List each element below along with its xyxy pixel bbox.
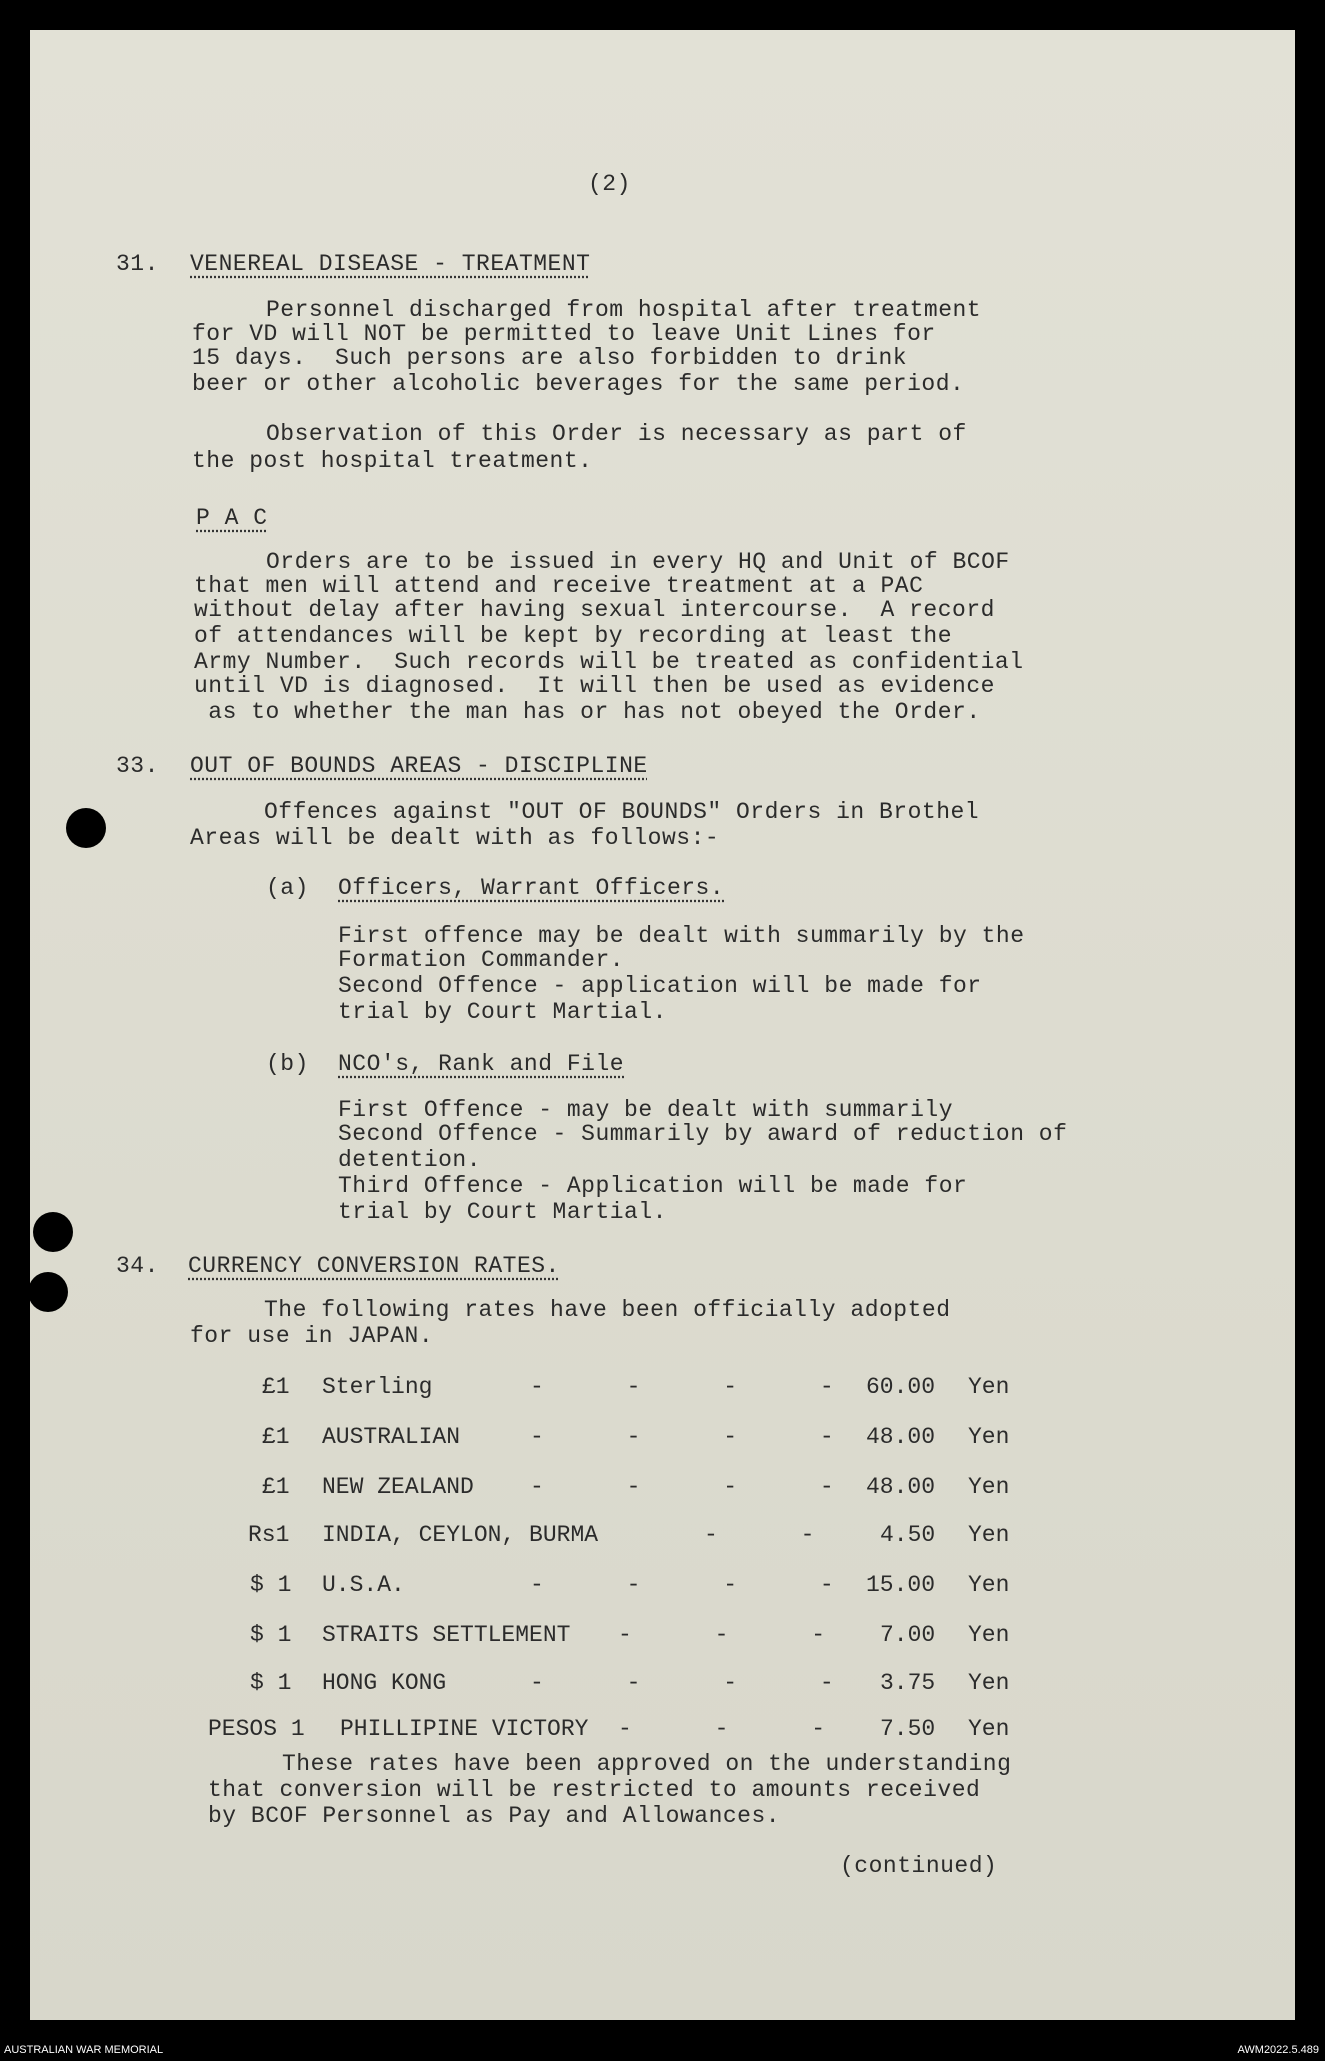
text-line: until VD is diagnosed. It will then be used as evidence xyxy=(194,673,995,699)
rate-currency: Yen xyxy=(968,1374,1010,1400)
rate-value: 60.00 xyxy=(866,1374,936,1400)
rate-currency: Yen xyxy=(968,1716,1010,1742)
text-line: 15 days. Such persons are also forbidden to drink xyxy=(192,345,908,371)
rate-unit: Rs1 xyxy=(248,1522,290,1548)
rate-currency: Yen xyxy=(968,1474,1010,1500)
text-line: Offences against "OUT OF BOUNDS" Orders in Brothel xyxy=(264,799,980,825)
text-line: of attendances will be kept by recording at least the xyxy=(194,623,953,649)
text-line: Third Offence - Application will be made for xyxy=(338,1173,968,1199)
punch-hole xyxy=(33,1212,73,1252)
text-line: Formation Commander. xyxy=(338,947,625,973)
rate-unit: £1 xyxy=(262,1374,290,1400)
rate-value: 48.00 xyxy=(866,1474,936,1500)
rate-name: Sterling xyxy=(322,1374,433,1400)
text-line: trial by Court Martial. xyxy=(338,1199,667,1225)
archive-reference: AWM2022.5.489 xyxy=(1237,2044,1319,2056)
text-line: Observation of this Order is necessary as part of xyxy=(266,421,967,447)
list-label: (a) xyxy=(266,875,309,901)
subsection-heading: NCO's, Rank and File xyxy=(338,1051,625,1077)
rate-name: INDIA, CEYLON, BURMA xyxy=(322,1522,599,1548)
rate-dashes: - - - xyxy=(618,1716,826,1742)
rate-dashes: - - xyxy=(704,1522,815,1548)
text-line: These rates have been approved on the understanding xyxy=(282,1751,1012,1777)
section-heading: VENEREAL DISEASE - TREATMENT xyxy=(190,251,591,277)
punch-hole xyxy=(66,808,106,848)
text-line: for use in JAPAN. xyxy=(190,1323,434,1349)
section-heading: OUT OF BOUNDS AREAS - DISCIPLINE xyxy=(190,753,648,779)
text-line: that men will attend and receive treatment at a PAC xyxy=(194,573,924,599)
rate-value: 3.75 xyxy=(880,1670,936,1696)
section-heading: CURRENCY CONVERSION RATES. xyxy=(188,1253,560,1279)
rate-dashes: - - - xyxy=(618,1622,826,1648)
rate-dashes: - - - - xyxy=(530,1670,834,1696)
rate-dashes: - - - - xyxy=(530,1424,834,1450)
text-line: detention. xyxy=(338,1147,482,1173)
rate-name: PHILLIPINE VICTORY xyxy=(340,1716,589,1742)
rate-currency: Yen xyxy=(968,1572,1010,1598)
rate-value: 4.50 xyxy=(880,1522,936,1548)
continued-note: (continued) xyxy=(840,1853,998,1879)
rate-name: U.S.A. xyxy=(322,1572,405,1598)
text-line: for VD will NOT be permitted to leave Unit Lines for xyxy=(192,321,936,347)
rate-value: 48.00 xyxy=(866,1424,936,1450)
rate-unit: $ 1 xyxy=(250,1670,292,1696)
rate-unit: $ 1 xyxy=(250,1572,292,1598)
text-line: by BCOF Personnel as Pay and Allowances. xyxy=(208,1803,781,1829)
rate-dashes: - - - - xyxy=(530,1374,834,1400)
rate-dashes: - - - - xyxy=(530,1474,834,1500)
rate-currency: Yen xyxy=(968,1424,1010,1450)
text-line: First Offence - may be dealt with summarily xyxy=(338,1097,953,1123)
text-line: First offence may be dealt with summarily by the xyxy=(338,923,1025,949)
rate-unit: PESOS 1 xyxy=(208,1716,305,1742)
text-line: beer or other alcoholic beverages for the same period. xyxy=(192,371,965,397)
rate-name: NEW ZEALAND xyxy=(322,1474,474,1500)
text-line: without delay after having sexual intercourse. A record xyxy=(194,597,995,623)
archive-credit: AUSTRALIAN WAR MEMORIAL xyxy=(4,2044,164,2056)
text-line: Personnel discharged from hospital after treatment xyxy=(266,297,982,323)
rate-currency: Yen xyxy=(968,1670,1010,1696)
punch-hole xyxy=(28,1272,68,1312)
rate-name: HONG KONG xyxy=(322,1670,447,1696)
text-line: trial by Court Martial. xyxy=(338,999,667,1025)
rate-value: 15.00 xyxy=(866,1572,936,1598)
rate-name: STRAITS SETTLEMENT xyxy=(322,1622,571,1648)
section-number: 33. xyxy=(116,753,159,779)
text-line: Army Number. Such records will be treated as confidential xyxy=(194,649,1024,675)
text-line: The following rates have been officially adopted xyxy=(264,1297,951,1323)
section-heading: P A C xyxy=(196,505,268,531)
subsection-heading: Officers, Warrant Officers. xyxy=(338,875,725,901)
text-line: Areas will be dealt with as follows:- xyxy=(190,825,720,851)
text-line: the post hospital treatment. xyxy=(192,448,593,474)
rate-unit: £1 xyxy=(262,1474,290,1500)
rate-dashes: - - - - xyxy=(530,1572,834,1598)
rate-name: AUSTRALIAN xyxy=(322,1424,461,1450)
rate-value: 7.50 xyxy=(880,1716,936,1742)
rate-unit: $ 1 xyxy=(250,1622,292,1648)
text-line: as to whether the man has or has not obeyed the Order. xyxy=(194,699,981,725)
page-number: (2) xyxy=(588,171,631,197)
text-line: Second Offence - Summarily by award of reduction of xyxy=(338,1121,1068,1147)
text-line: Orders are to be issued in every HQ and Unit of BCOF xyxy=(266,549,1010,575)
text-line: Second Offence - application will be made for xyxy=(338,973,982,999)
section-number: 34. xyxy=(116,1253,159,1279)
rate-value: 7.00 xyxy=(880,1622,936,1648)
rate-unit: £1 xyxy=(262,1424,290,1450)
section-number: 31. xyxy=(116,251,159,277)
rate-currency: Yen xyxy=(968,1622,1010,1648)
text-line: that conversion will be restricted to amounts received xyxy=(208,1777,981,1803)
rate-currency: Yen xyxy=(968,1522,1010,1548)
list-label: (b) xyxy=(266,1051,309,1077)
